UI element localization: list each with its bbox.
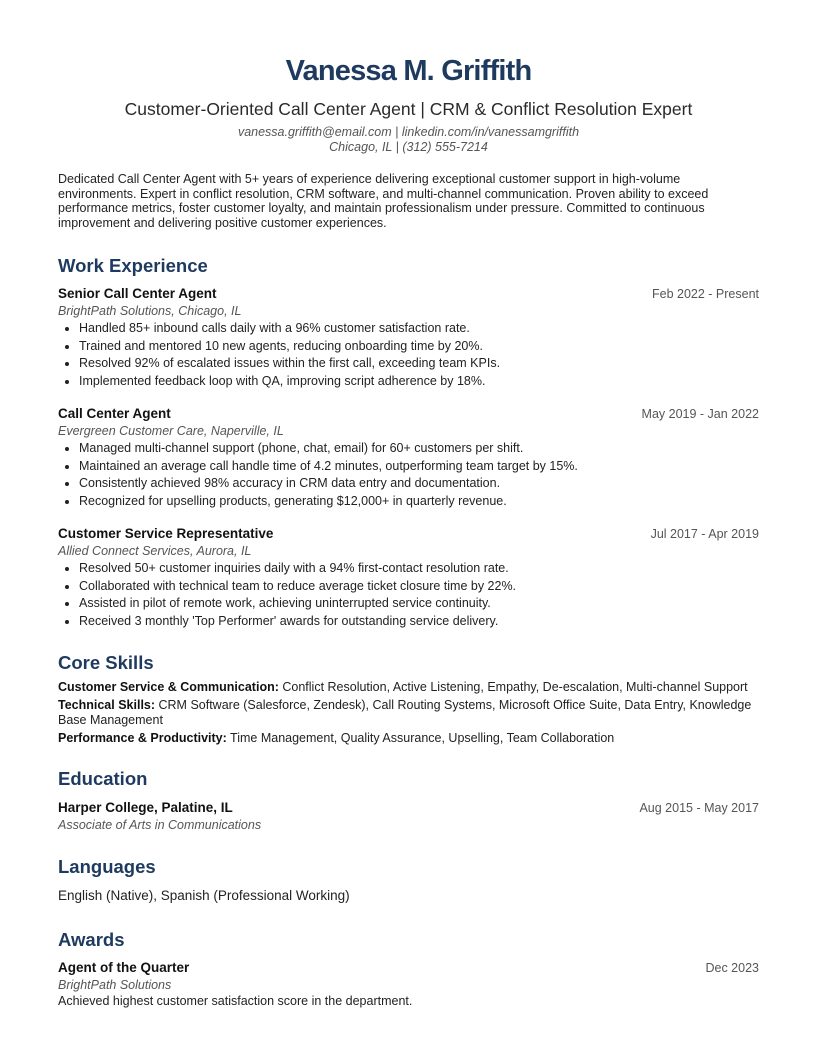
awards-section [58, 929, 759, 1009]
contact-line-location-phone: Chicago, IL | (312) 555-7214 [329, 140, 488, 154]
contact-line-email-linkedin: vanessa.griffith@email.com | linkedin.com/in/vanessamgriffith [237, 125, 580, 139]
skill-group-label: Customer Service & Communication: [58, 680, 279, 694]
candidate-name: Vanessa M. Griffith [285, 55, 532, 87]
job-bullets [58, 560, 759, 630]
job-role: Call Center Agent [58, 406, 171, 421]
skill-group [58, 680, 759, 695]
job-bullet: • Resolved 50+ customer inquiries daily with a 94% first-contact resolution rate. [79, 560, 759, 578]
job-bullet: • Implemented feedback loop with QA, improving script adherence by 18%. [79, 373, 759, 391]
award-date: Dec 2023 [705, 961, 759, 975]
job-entry [58, 405, 759, 510]
job-bullets [58, 320, 759, 390]
job-bullet: • Recognized for upselling products, generating $12,000+ in quarterly revenue. [79, 493, 759, 511]
section-title-education: Education [58, 768, 148, 789]
skill-group-value: Time Management, Quality Assurance, Upselling, Team Collaboration [226, 731, 615, 745]
job-bullet: • Trained and mentored 10 new agents, reducing onboarding time by 20%. [79, 338, 759, 356]
job-dates: May 2019 - Jan 2022 [641, 407, 759, 421]
job-bullet: • Consistently achieved 98% accuracy in CRM data entry and documentation. [79, 475, 759, 493]
job-dates: Jul 2017 - Apr 2019 [650, 527, 759, 541]
skill-group-value: Conflict Resolution, Active Listening, Empathy, De-escalation, Multi-channel Support [278, 680, 748, 694]
skill-group [58, 698, 759, 728]
job-role: Customer Service Representative [58, 526, 274, 541]
section-title-core-skills: Core Skills [58, 652, 154, 673]
education-degree: Associate of Arts in Communications [58, 818, 262, 832]
job-bullet: • Collaborated with technical team to reduce average ticket closure time by 22%. [79, 578, 759, 596]
job-company: Allied Connect Services, Aurora, IL [58, 544, 252, 558]
education-school: Harper College, Palatine, IL [58, 800, 233, 815]
resume-page [58, 54, 759, 1009]
languages-list: English (Native), Spanish (Professional Working) [58, 888, 350, 903]
award-description: Achieved highest customer satisfaction score in the department. [58, 994, 413, 1008]
job-bullet: • Received 3 monthly 'Top Performer' awards for outstanding service delivery. [79, 613, 759, 631]
job-company: Evergreen Customer Care, Naperville, IL [58, 424, 284, 438]
section-title-awards: Awards [58, 929, 125, 950]
job-dates: Feb 2022 - Present [651, 287, 759, 301]
job-bullets [58, 440, 759, 510]
skill-group-value: CRM Software (Salesforce, Zendesk), Call Routing Systems, Microsoft Office Suite, Data Entry, Knowledge Base Management [58, 698, 752, 727]
job-bullet: • Handled 85+ inbound calls daily with a 96% customer satisfaction rate. [79, 320, 759, 338]
job-company: BrightPath Solutions, Chicago, IL [58, 304, 242, 318]
skill-group [58, 731, 759, 746]
education-dates: Aug 2015 - May 2017 [639, 801, 759, 815]
languages-section [58, 856, 759, 905]
headline: Customer-Oriented Call Center Agent | CRM & Conflict Resolution Expert [124, 99, 693, 119]
award-name: Agent of the Quarter [58, 960, 190, 975]
job-role: Senior Call Center Agent [58, 286, 217, 301]
job-entry [58, 285, 759, 390]
section-title-work-experience: Work Experience [58, 255, 208, 276]
job-bullet: • Managed multi-channel support (phone, chat, email) for 60+ customers per shift. [79, 440, 759, 458]
core-skills-section [58, 652, 759, 746]
work-experience-section [58, 255, 759, 630]
skill-group-label: Technical Skills: [58, 698, 156, 712]
skill-group-label: Performance & Productivity: [58, 731, 227, 745]
job-entry [58, 525, 759, 630]
job-bullet: • Resolved 92% of escalated issues within the first call, exceeding team KPIs. [79, 355, 759, 373]
section-title-languages: Languages [58, 856, 156, 877]
job-bullet: • Maintained an average call handle time of 4.2 minutes, outperforming team target by 15%. [79, 458, 759, 476]
education-section [58, 768, 759, 834]
job-bullet: • Assisted in pilot of remote work, achieving uninterrupted service continuity. [79, 595, 759, 613]
award-organization: BrightPath Solutions [58, 978, 172, 992]
contact-info [58, 125, 759, 155]
professional-summary: Dedicated Call Center Agent with 5+ years of experience delivering exceptional customer support in high-volume environments. Expert in conflict resolution, CRM software, and multi-channel communication. Proven ability to exceed performance metrics, foster customer loyalty, and maintain professionalism under pressure. Committed to continuous improvement and delivering positive customer experiences. [58, 172, 709, 230]
